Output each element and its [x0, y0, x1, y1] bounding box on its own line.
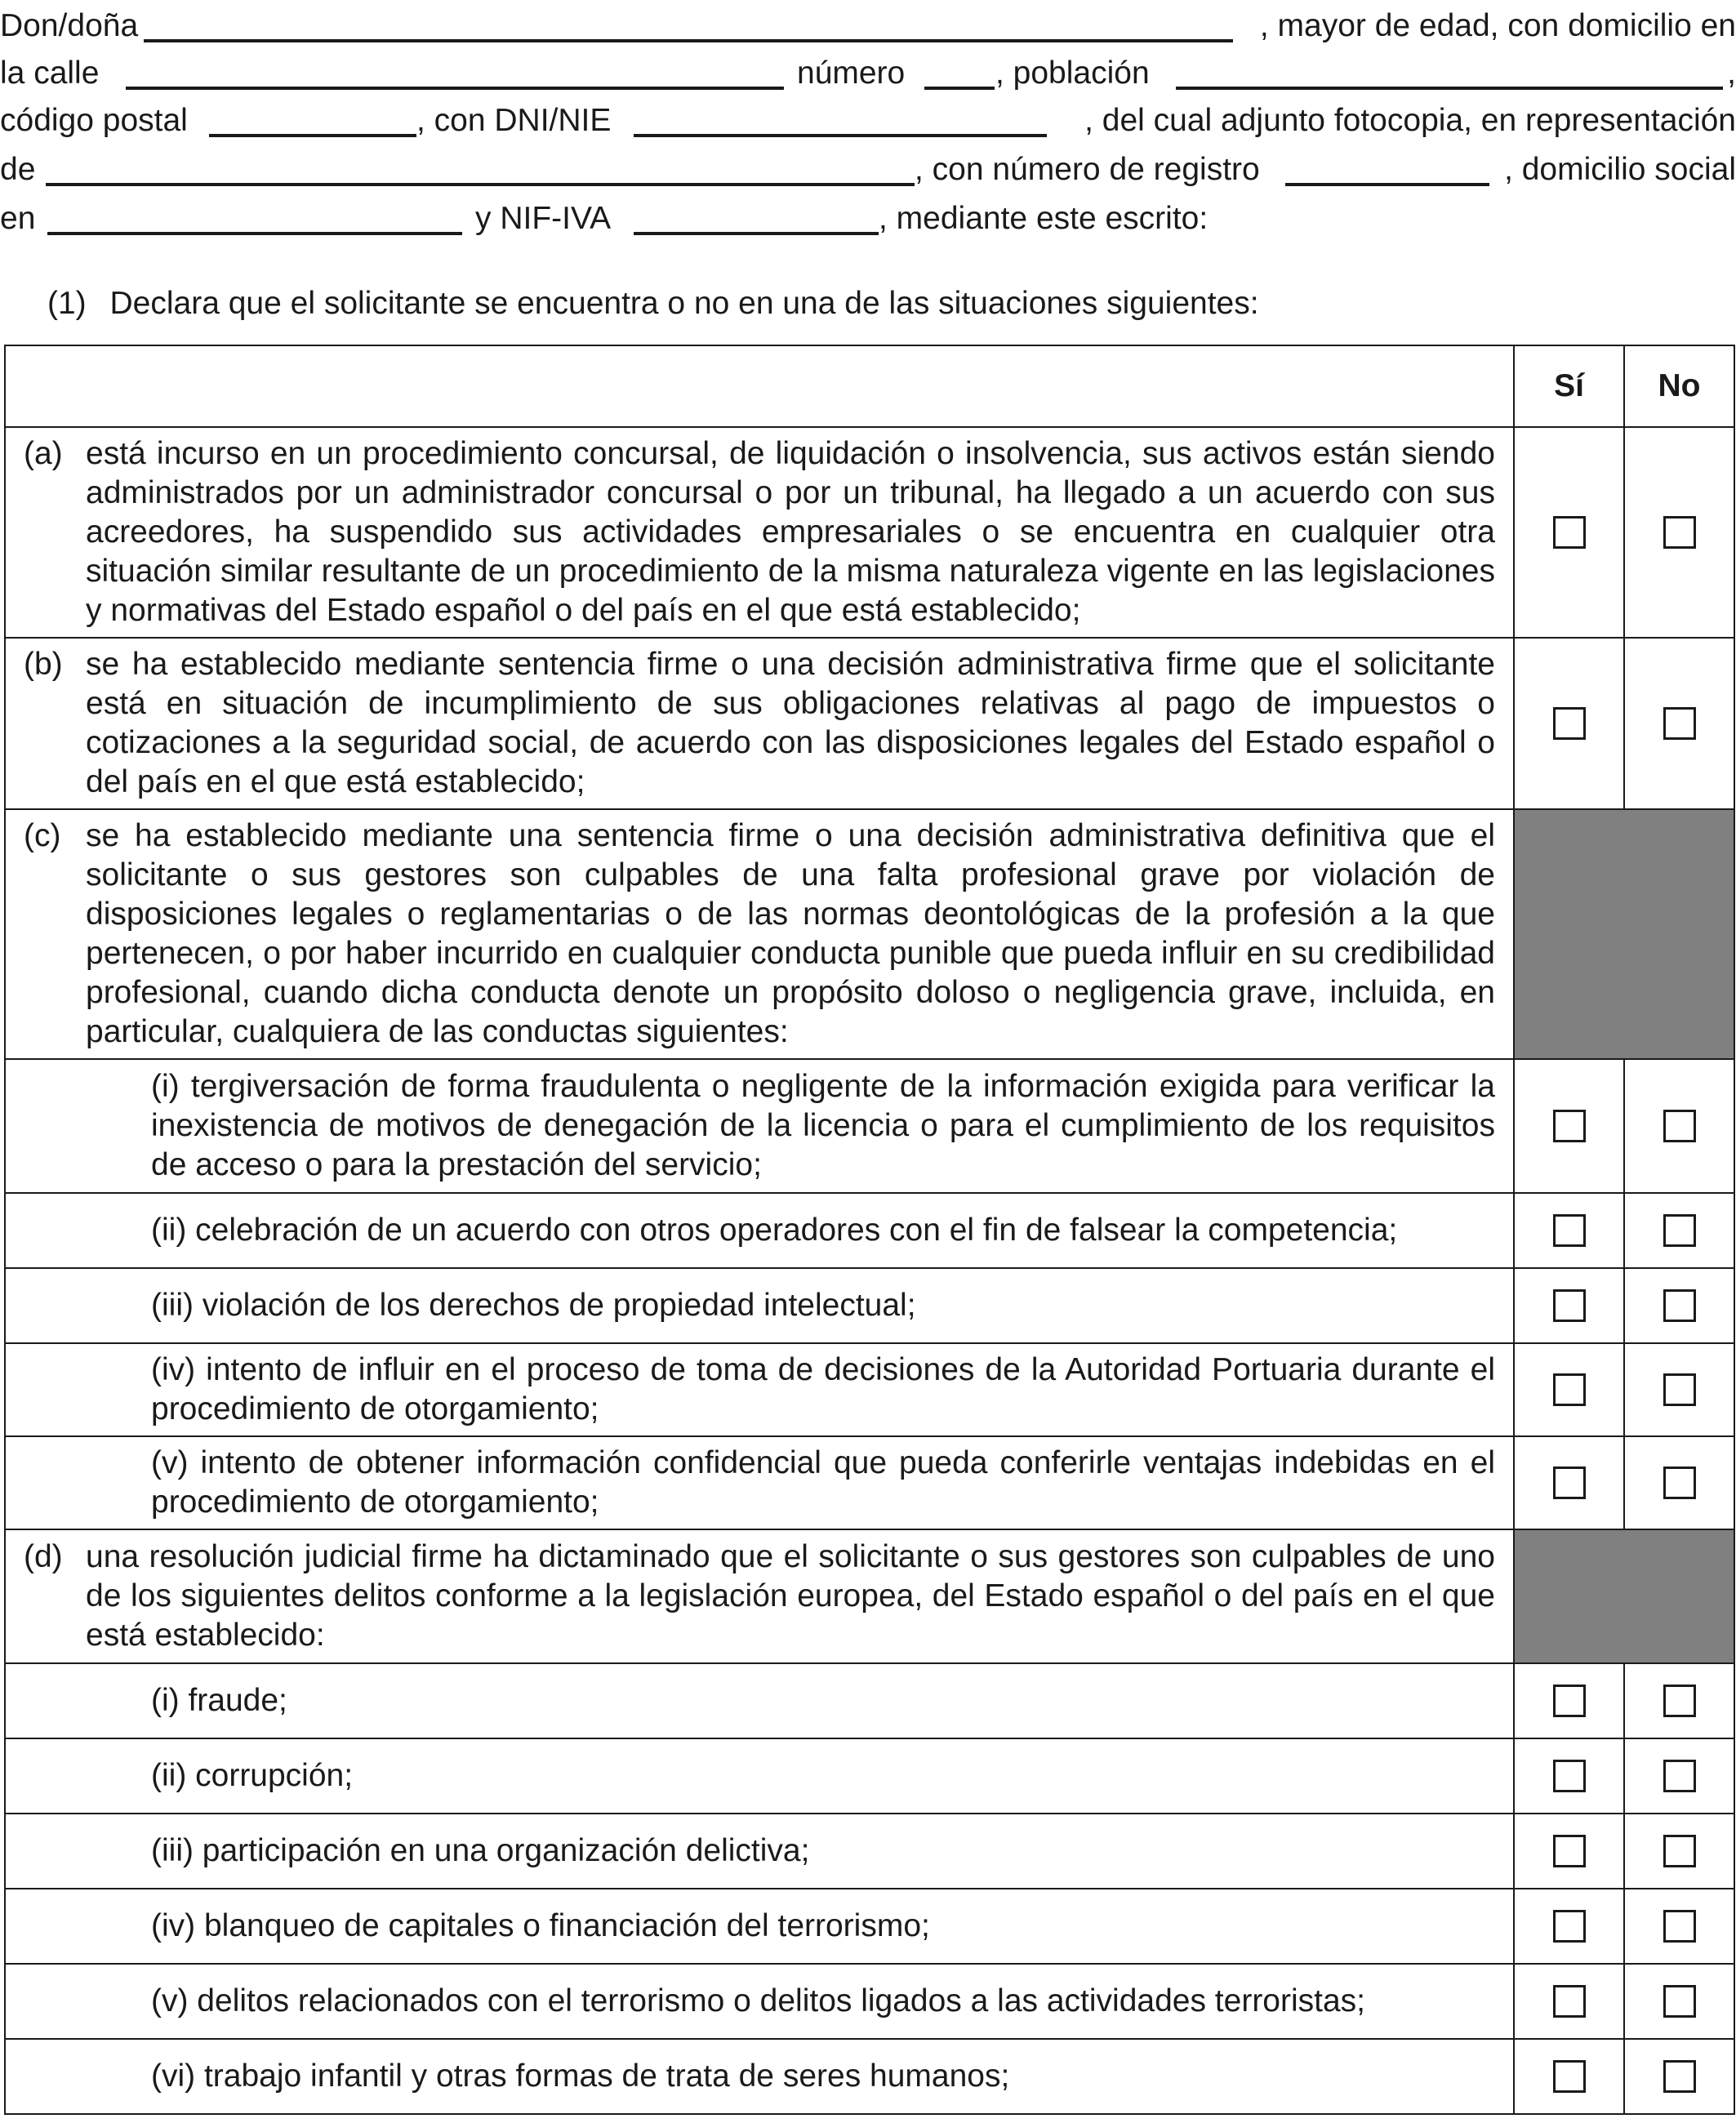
intro-text: Declara que el solicitante se encuentra o no en una de las situaciones siguientes: — [109, 286, 1259, 321]
row-c-i-no-checkbox[interactable] — [1663, 1110, 1696, 1142]
label-mayor-de-edad: , mayor de edad, con domicilio en — [1259, 8, 1736, 43]
table-row — [5, 1193, 1734, 1268]
label-comma: , — [1727, 56, 1736, 91]
row-d-ii-no-checkbox[interactable] — [1663, 1760, 1696, 1792]
header-yes: Sí — [1514, 345, 1624, 427]
row-d-vi-text-cell — [5, 2039, 1514, 2114]
row-d-iii-text: (iii) participación en una organización delictiva; — [151, 1833, 810, 1868]
town-field[interactable] — [1176, 87, 1723, 90]
row-d-iii-no-cell — [1624, 1814, 1734, 1889]
row-d-vi-text: (vi) trabajo infantil y otras formas de trata de seres humanos; — [151, 2058, 1010, 2094]
header-empty-cell — [5, 345, 1514, 427]
declaration-intro — [47, 279, 1259, 328]
row-d-ii-yes-checkbox[interactable] — [1553, 1760, 1586, 1792]
label-en: en — [0, 201, 36, 236]
label-numero: número — [797, 56, 906, 91]
row-c-ii-no-checkbox[interactable] — [1663, 1214, 1696, 1247]
row-d-iv-no-checkbox[interactable] — [1663, 1910, 1696, 1943]
street-field[interactable] — [126, 87, 784, 90]
row-c-v-no-cell — [1624, 1436, 1734, 1529]
row-c-iv-yes-checkbox[interactable] — [1553, 1373, 1586, 1406]
registry-number-field[interactable] — [1285, 183, 1489, 186]
row-d-iv-yes-checkbox[interactable] — [1553, 1910, 1586, 1943]
intro-number: (1) — [47, 286, 87, 321]
row-c-ii-yes-checkbox[interactable] — [1553, 1214, 1586, 1247]
table-row — [5, 427, 1734, 638]
form-line-2 — [0, 49, 1736, 98]
label-nif-iva: y NIF-IVA — [475, 201, 612, 236]
row-d-iv-text: (iv) blanqueo de capitales o financiación del terrorismo; — [151, 1908, 930, 1943]
row-d-vi-no-checkbox[interactable] — [1663, 2060, 1696, 2093]
row-d-ii-text-cell — [5, 1738, 1514, 1814]
row-c-ii-text: (ii) celebración de un acuerdo con otros operadores con el fin de falsear la competencia; — [151, 1213, 1398, 1248]
row-d-iii-yes-checkbox[interactable] — [1553, 1835, 1586, 1867]
row-c-iii-text-cell — [5, 1268, 1514, 1343]
row-d-iv-no-cell — [1624, 1889, 1734, 1964]
table-row — [5, 1964, 1734, 2039]
header-no: No — [1624, 345, 1734, 427]
name-field[interactable] — [144, 39, 1233, 42]
row-c-v-yes-checkbox[interactable] — [1553, 1467, 1586, 1499]
row-d-iii-text-cell — [5, 1814, 1514, 1889]
row-d-text-cell — [5, 1529, 1514, 1663]
row-d-i-yes-checkbox[interactable] — [1553, 1685, 1586, 1717]
row-c-ii-text-cell — [5, 1193, 1514, 1268]
row-d-v-yes-cell — [1514, 1964, 1624, 2039]
form-line-1 — [0, 2, 1736, 51]
row-c-iv-no-cell — [1624, 1343, 1734, 1436]
label-calle: la calle — [0, 56, 100, 91]
row-b-text-cell — [5, 638, 1514, 809]
row-c-i-text: (i) tergiversación de forma fraudulenta o negligente de la información exigida para verificar la inexistencia de motivos de denegación de la licencia o para el cumplimiento de los requisitos de acceso o para la prestación del servicio; — [151, 1069, 1495, 1182]
row-a-yes-cell — [1514, 427, 1624, 638]
label-poblacion: , población — [995, 56, 1150, 91]
row-b-yes-cell — [1514, 638, 1624, 809]
row-d-iii-no-checkbox[interactable] — [1663, 1835, 1696, 1867]
postal-code-field[interactable] — [209, 134, 416, 137]
row-d-v-no-checkbox[interactable] — [1663, 1985, 1696, 2018]
row-a-no-checkbox[interactable] — [1663, 516, 1696, 549]
row-b-label: (b) — [24, 647, 63, 682]
form-line-3 — [0, 96, 1736, 145]
row-c-iii-yes-checkbox[interactable] — [1553, 1289, 1586, 1322]
row-b-yes-checkbox[interactable] — [1553, 707, 1586, 740]
company-field[interactable] — [46, 183, 915, 186]
row-c-text: se ha establecido mediante una sentencia firme o una decisión administrativa definitiva que el solicitante o sus gestores son culpables de una falta profesional grave por violación de disposiciones legales o reglamentarias o de las normas deontológicas de la profesión a la que pertenecen, o por haber incurrido en cualquier conducta punible que pueda influir en su credibilidad profesional, cuando dicha conducta denote un propósito doloso o negligencia grave, incluida, en particular, cualquiera de las conductas siguientes: — [86, 818, 1495, 1049]
row-d-v-yes-checkbox[interactable] — [1553, 1985, 1586, 2018]
row-d-v-no-cell — [1624, 1964, 1734, 2039]
table-row — [5, 638, 1734, 809]
row-c-ii-no-cell — [1624, 1193, 1734, 1268]
row-d-iv-text-cell — [5, 1889, 1514, 1964]
table-header-row — [5, 345, 1734, 427]
row-c-iii-no-checkbox[interactable] — [1663, 1289, 1696, 1322]
label-fotocopia: , del cual adjunto fotocopia, en representación — [1084, 103, 1736, 138]
table-row — [5, 1343, 1734, 1436]
row-c-iii-text: (iii) violación de los derechos de propiedad intelectual; — [151, 1288, 916, 1323]
row-b-text: se ha establecido mediante sentencia firme o una decisión administrativa firme que el solicitante está en situación de incumplimiento de sus obligaciones relativas al pago de impuestos o cotizaciones a la seguridad social, de acuerdo con las disposiciones legales del Estado español o del país en el que está establecido; — [86, 647, 1495, 799]
number-field[interactable] — [924, 87, 995, 90]
row-a-text-cell — [5, 427, 1514, 638]
row-d-text: una resolución judicial firme ha dictaminado que el solicitante o sus gestores son culpables de uno de los siguientes delitos conforme a la legislación europea, del Estado español o del país en el que está establecido: — [86, 1539, 1495, 1653]
row-d-iii-yes-cell — [1514, 1814, 1624, 1889]
label-don-dona: Don/doña — [0, 8, 139, 43]
row-c-i-no-cell — [1624, 1059, 1734, 1193]
row-c-iv-text-cell — [5, 1343, 1514, 1436]
row-d-i-no-checkbox[interactable] — [1663, 1685, 1696, 1717]
label-de: de — [0, 152, 36, 187]
table-row — [5, 1059, 1734, 1193]
row-c-iv-yes-cell — [1514, 1343, 1624, 1436]
table-row — [5, 2039, 1734, 2114]
table-row — [5, 1738, 1734, 1814]
row-d-ii-yes-cell — [1514, 1738, 1624, 1814]
row-c-i-yes-checkbox[interactable] — [1553, 1110, 1586, 1142]
row-d-vi-yes-checkbox[interactable] — [1553, 2060, 1586, 2093]
nif-iva-field[interactable] — [634, 232, 879, 235]
dni-nie-field[interactable] — [634, 134, 1047, 137]
row-c-text-cell — [5, 809, 1514, 1059]
row-b-no-checkbox[interactable] — [1663, 707, 1696, 740]
row-c-iv-no-checkbox[interactable] — [1663, 1373, 1696, 1406]
table-row — [5, 1889, 1734, 1964]
row-c-v-yes-cell — [1514, 1436, 1624, 1529]
row-b-no-cell — [1624, 638, 1734, 809]
row-d-ii-text: (ii) corrupción; — [151, 1758, 354, 1793]
row-d-i-no-cell — [1624, 1663, 1734, 1738]
row-c-i-text-cell — [5, 1059, 1514, 1193]
label-codigo-postal: código postal — [0, 103, 188, 138]
table-row — [5, 1268, 1734, 1343]
row-c-v-text-cell — [5, 1436, 1514, 1529]
row-c-i-yes-cell — [1514, 1059, 1624, 1193]
row-c-shaded-cell — [1514, 809, 1734, 1059]
row-a-text: está incurso en un procedimiento concursal, de liquidación o insolvencia, sus activos están siendo administrados por un administrador concursal o por un tribunal, ha llegado a un acuerdo con sus acreedores, ha suspendido sus actividades empresariales o se encuentra en cualquier otra situación similar resultante de un procedimiento de la misma naturaleza vigente en las legislaciones y normativas del Estado español o del país en el que está establecido; — [86, 436, 1495, 628]
form-line-5 — [0, 194, 1736, 243]
row-d-v-text-cell — [5, 1964, 1514, 2039]
form-line-4 — [0, 145, 1736, 194]
label-dni-nie: , con DNI/NIE — [416, 103, 612, 138]
row-d-label: (d) — [24, 1539, 63, 1574]
table-row — [5, 1529, 1734, 1663]
row-c-ii-yes-cell — [1514, 1193, 1624, 1268]
row-d-i-yes-cell — [1514, 1663, 1624, 1738]
registered-office-field[interactable] — [47, 232, 462, 235]
row-d-i-text: (i) fraude; — [151, 1683, 287, 1718]
label-mediante: , mediante este escrito: — [879, 201, 1209, 236]
table-row — [5, 1814, 1734, 1889]
row-d-shaded-cell — [1514, 1529, 1734, 1663]
row-a-yes-checkbox[interactable] — [1553, 516, 1586, 549]
table-row — [5, 809, 1734, 1059]
row-d-iv-yes-cell — [1514, 1889, 1624, 1964]
row-c-v-text: (v) intento de obtener información confidencial que pueda conferirle ventajas indebidas en el procedimiento de otorgamiento; — [151, 1445, 1495, 1520]
row-d-v-text: (v) delitos relacionados con el terrorismo o delitos ligados a las actividades terroristas; — [151, 1983, 1366, 2018]
row-d-vi-no-cell — [1624, 2039, 1734, 2114]
row-d-ii-no-cell — [1624, 1738, 1734, 1814]
declaration-table — [4, 345, 1735, 2115]
row-c-v-no-checkbox[interactable] — [1663, 1467, 1696, 1499]
row-c-iii-no-cell — [1624, 1268, 1734, 1343]
label-numero-registro: , con número de registro — [915, 152, 1260, 187]
row-d-i-text-cell — [5, 1663, 1514, 1738]
row-c-label: (c) — [24, 818, 61, 853]
row-c-iv-text: (iv) intento de influir en el proceso de toma de decisiones de la Autoridad Portuaria durante el procedimiento de otorgamiento; — [151, 1352, 1495, 1426]
row-a-label: (a) — [24, 436, 63, 471]
row-a-no-cell — [1624, 427, 1734, 638]
row-d-vi-yes-cell — [1514, 2039, 1624, 2114]
row-c-iii-yes-cell — [1514, 1268, 1624, 1343]
label-domicilio-social: , domicilio social — [1504, 152, 1736, 187]
table-row — [5, 1436, 1734, 1529]
table-row — [5, 1663, 1734, 1738]
